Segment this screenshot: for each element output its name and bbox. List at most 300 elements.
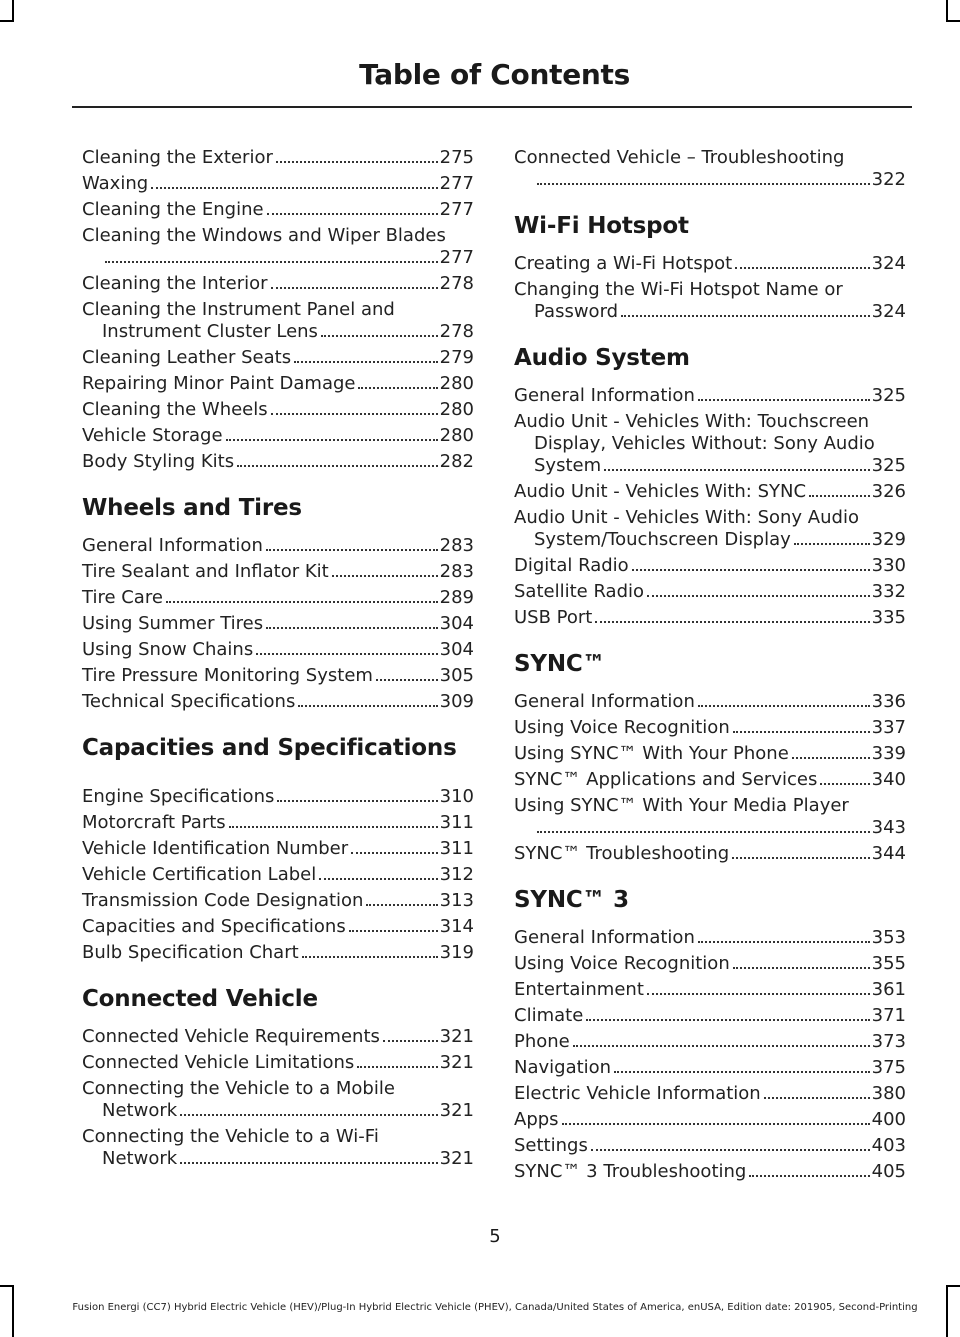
toc-entry[interactable] bbox=[514, 147, 906, 191]
toc-entry-title: SYNC™ 3 Troubleshooting bbox=[514, 1161, 747, 1182]
toc-entry-title: Bulb Specification Chart bbox=[82, 942, 299, 963]
toc-entry-line bbox=[514, 927, 906, 949]
toc-entry-line bbox=[514, 581, 906, 603]
toc-entry-last-line bbox=[82, 1100, 474, 1122]
toc-entry[interactable] bbox=[514, 385, 906, 407]
toc-entry-page: 277 bbox=[439, 247, 474, 268]
toc-entry[interactable] bbox=[82, 1126, 474, 1170]
dot-leader bbox=[562, 1123, 870, 1125]
toc-entry-line bbox=[514, 481, 906, 503]
toc-entry[interactable] bbox=[514, 843, 906, 865]
toc-entry-page: 321 bbox=[439, 1100, 474, 1121]
toc-entry-title: Using SYNC™ With Your Media Player bbox=[514, 795, 849, 816]
toc-entry[interactable] bbox=[514, 581, 906, 603]
toc-entry[interactable] bbox=[514, 927, 906, 949]
dot-leader bbox=[358, 387, 437, 389]
toc-entry-page: 278 bbox=[439, 273, 474, 294]
toc-entry-title: Creating a Wi-Fi Hotspot bbox=[514, 253, 733, 274]
dot-leader bbox=[229, 826, 438, 828]
toc-entry-line bbox=[514, 743, 906, 765]
toc-entry-title: Using Voice Recognition bbox=[514, 717, 730, 738]
toc-entry[interactable] bbox=[82, 225, 474, 269]
dot-leader bbox=[277, 800, 437, 802]
toc-entry-last-line bbox=[514, 301, 906, 323]
toc-entry[interactable] bbox=[82, 147, 474, 169]
toc-entry-title: Vehicle Identification Number bbox=[82, 838, 349, 859]
dot-leader bbox=[256, 653, 437, 655]
dot-leader bbox=[266, 627, 438, 629]
dot-leader bbox=[151, 187, 437, 189]
toc-entry-last-line bbox=[82, 247, 474, 269]
toc-entry-title: General Information bbox=[514, 927, 695, 948]
toc-entry[interactable] bbox=[82, 347, 474, 369]
toc-entry-line bbox=[514, 717, 906, 739]
toc-entry-title: Connected Vehicle – Troubleshooting bbox=[514, 147, 845, 168]
dot-leader bbox=[647, 595, 870, 597]
toc-entry-line bbox=[514, 953, 906, 975]
toc-entry-line bbox=[82, 639, 474, 661]
toc-entry[interactable] bbox=[82, 812, 474, 834]
toc-entry-line bbox=[514, 1161, 906, 1183]
toc-entry-title: Motorcraft Parts bbox=[82, 812, 226, 833]
toc-entry-title: General Information bbox=[514, 691, 695, 712]
toc-entry-line bbox=[82, 535, 474, 557]
toc-entry-page: 309 bbox=[439, 691, 474, 712]
toc-entry[interactable] bbox=[514, 769, 906, 791]
toc-entry-page: 343 bbox=[871, 817, 906, 838]
toc-entry-title: Vehicle Certification Label bbox=[82, 864, 317, 885]
toc-entry-title: Tire Sealant and Inflator Kit bbox=[82, 561, 329, 582]
toc-entry-title-continued: Network bbox=[102, 1148, 178, 1169]
dot-leader bbox=[809, 495, 870, 497]
toc-entry-page: 361 bbox=[871, 979, 906, 1000]
toc-entry-line bbox=[82, 147, 474, 169]
toc-entry-title: Connecting the Vehicle to a Wi-Fi bbox=[82, 1126, 379, 1147]
dot-leader bbox=[733, 967, 870, 969]
toc-entry-line bbox=[514, 1031, 906, 1053]
toc-entry-line bbox=[82, 199, 474, 221]
toc-entry-title-continued: Instrument Cluster Lens bbox=[102, 321, 318, 342]
toc-entry[interactable] bbox=[82, 561, 474, 583]
toc-entry-title: Technical Specifications bbox=[82, 691, 296, 712]
toc-entry-page: 321 bbox=[439, 1052, 474, 1073]
section-heading: Capacities and Specifications bbox=[82, 735, 457, 761]
toc-entry-line bbox=[82, 786, 474, 808]
toc-entry[interactable] bbox=[514, 607, 906, 629]
toc-entry-line bbox=[82, 561, 474, 583]
toc-entry[interactable] bbox=[82, 1026, 474, 1048]
toc-entry-page: 310 bbox=[439, 786, 474, 807]
toc-entry-page: 332 bbox=[871, 581, 906, 602]
dot-leader bbox=[698, 941, 870, 943]
section-heading: Wheels and Tires bbox=[82, 495, 302, 521]
toc-entry-page: 321 bbox=[439, 1148, 474, 1169]
page-number: 5 bbox=[489, 1226, 501, 1247]
toc-entry[interactable] bbox=[82, 1052, 474, 1074]
toc-entry-page: 344 bbox=[871, 843, 906, 864]
header-rule bbox=[72, 106, 912, 108]
dot-leader bbox=[266, 549, 438, 551]
toc-entry-title: Tire Care bbox=[82, 587, 163, 608]
dot-leader bbox=[332, 575, 438, 577]
toc-entry-line bbox=[82, 347, 474, 369]
toc-entry[interactable] bbox=[82, 399, 474, 421]
toc-entry[interactable] bbox=[514, 411, 906, 477]
toc-entry-page: 324 bbox=[871, 253, 906, 274]
toc-entry-page: 336 bbox=[871, 691, 906, 712]
toc-entry-page: 324 bbox=[871, 301, 906, 322]
toc-entry-line bbox=[514, 385, 906, 407]
toc-entry-page: 282 bbox=[439, 451, 474, 472]
dot-leader bbox=[595, 621, 869, 623]
dot-leader bbox=[586, 1019, 869, 1021]
toc-entry-title: Audio Unit - Vehicles With: Touchscreen bbox=[514, 411, 870, 432]
dot-leader bbox=[376, 679, 438, 681]
dot-leader bbox=[226, 439, 438, 441]
footer-edition-info: Fusion Energi (CC7) Hybrid Electric Vehicle (HEV)/Plug-In Hybrid Electric Vehicle (PHEV), Canada/United States of America, enUSA, Edition date: 201905, Second-Printing bbox=[72, 1302, 918, 1313]
toc-entry-title: Cleaning the Windows and Wiper Blades bbox=[82, 225, 446, 246]
toc-entry[interactable] bbox=[514, 1161, 906, 1183]
toc-entry[interactable] bbox=[514, 1083, 906, 1105]
toc-entry[interactable] bbox=[514, 743, 906, 765]
toc-entry-title: Vehicle Storage bbox=[82, 425, 223, 446]
toc-entry-line bbox=[514, 555, 906, 577]
toc-entry-line bbox=[82, 451, 474, 473]
toc-entry-line bbox=[82, 273, 474, 295]
dot-leader bbox=[319, 878, 437, 880]
toc-entry[interactable] bbox=[82, 425, 474, 447]
toc-entry-page: 335 bbox=[871, 607, 906, 628]
dot-leader bbox=[573, 1045, 870, 1047]
toc-entry-title: Digital Radio bbox=[514, 555, 629, 576]
toc-entry-last-line bbox=[514, 455, 906, 477]
dot-leader bbox=[105, 261, 438, 263]
toc-entry-title: Tire Pressure Monitoring System bbox=[82, 665, 373, 686]
toc-entry[interactable] bbox=[82, 890, 474, 912]
toc-entry-title: Repairing Minor Paint Damage bbox=[82, 373, 356, 394]
dot-leader bbox=[302, 956, 438, 958]
dot-leader bbox=[237, 465, 438, 467]
toc-entry[interactable] bbox=[82, 665, 474, 687]
toc-entry-title: Cleaning the Interior bbox=[82, 273, 268, 294]
toc-entry-title: SYNC™ Applications and Services bbox=[514, 769, 818, 790]
toc-entry-page: 304 bbox=[439, 613, 474, 634]
toc-entry-line bbox=[82, 838, 474, 860]
toc-entry-page: 313 bbox=[439, 890, 474, 911]
toc-entry[interactable] bbox=[514, 691, 906, 713]
dot-leader bbox=[351, 852, 437, 854]
dot-leader bbox=[647, 993, 870, 995]
toc-entry-line bbox=[82, 613, 474, 635]
dot-leader bbox=[180, 1114, 437, 1116]
toc-entry-last-line bbox=[514, 529, 906, 551]
toc-entry-title: Electric Vehicle Information bbox=[514, 1083, 761, 1104]
toc-entry-title: Using Voice Recognition bbox=[514, 953, 730, 974]
toc-entry-page: 375 bbox=[871, 1057, 906, 1078]
toc-entry[interactable] bbox=[82, 613, 474, 635]
toc-entry[interactable] bbox=[82, 786, 474, 808]
dot-leader bbox=[820, 783, 869, 785]
crop-mark-top-left-h bbox=[0, 20, 14, 22]
toc-entry-title: Capacities and Specifications bbox=[82, 916, 346, 937]
dot-leader bbox=[735, 267, 869, 269]
dot-leader bbox=[604, 469, 870, 471]
crop-mark-top-right-v bbox=[946, 0, 948, 20]
toc-entry-title-continued: Display, Vehicles Without: Sony Audio bbox=[534, 433, 875, 454]
toc-entry-title: Navigation bbox=[514, 1057, 612, 1078]
toc-entry-line bbox=[514, 843, 906, 865]
toc-entry[interactable] bbox=[82, 1078, 474, 1122]
toc-entry-page: 319 bbox=[439, 942, 474, 963]
toc-entry-line bbox=[82, 1026, 474, 1048]
toc-entry[interactable] bbox=[514, 953, 906, 975]
dot-leader bbox=[733, 731, 870, 733]
dot-leader bbox=[794, 543, 870, 545]
toc-entry-page: 322 bbox=[871, 169, 906, 190]
dot-leader bbox=[632, 569, 870, 571]
toc-entry[interactable] bbox=[82, 864, 474, 886]
toc-entry-line bbox=[82, 173, 474, 195]
toc-entry-line bbox=[82, 665, 474, 687]
toc-entry-page: 325 bbox=[871, 455, 906, 476]
toc-entry-page: 278 bbox=[439, 321, 474, 342]
toc-entry[interactable] bbox=[514, 279, 906, 323]
toc-entry-page: 403 bbox=[871, 1135, 906, 1156]
toc-entry[interactable] bbox=[82, 273, 474, 295]
toc-entry-title: Cleaning the Instrument Panel and bbox=[82, 299, 395, 320]
toc-entry-page: 304 bbox=[439, 639, 474, 660]
toc-entry-page: 279 bbox=[439, 347, 474, 368]
toc-entry-title: Climate bbox=[514, 1005, 584, 1026]
toc-entry-line bbox=[514, 607, 906, 629]
toc-entry-line bbox=[514, 1135, 906, 1157]
toc-entry-page: 371 bbox=[871, 1005, 906, 1026]
dot-leader bbox=[271, 287, 438, 289]
toc-entry[interactable] bbox=[514, 717, 906, 739]
toc-entry-page: 280 bbox=[439, 399, 474, 420]
toc-entry[interactable] bbox=[82, 639, 474, 661]
toc-entry[interactable] bbox=[82, 535, 474, 557]
dot-leader bbox=[792, 757, 870, 759]
toc-entry-last-line bbox=[514, 817, 906, 839]
toc-entry-title: Satellite Radio bbox=[514, 581, 645, 602]
toc-entry-page: 275 bbox=[439, 147, 474, 168]
toc-left-column bbox=[82, 147, 474, 1174]
toc-entry-title: Transmission Code Designation bbox=[82, 890, 364, 911]
toc-entry-title: Using Summer Tires bbox=[82, 613, 264, 634]
toc-entry[interactable] bbox=[514, 1135, 906, 1157]
section-heading: Audio System bbox=[514, 345, 690, 371]
page-title: Table of Contents bbox=[359, 58, 630, 91]
toc-entry-line bbox=[82, 373, 474, 395]
toc-entry-title: Waxing bbox=[82, 173, 149, 194]
toc-entry-title: Changing the Wi-Fi Hotspot Name or bbox=[514, 279, 843, 300]
section-heading: SYNC™ 3 bbox=[514, 887, 629, 913]
toc-entry-title: Audio Unit - Vehicles With: SYNC bbox=[514, 481, 807, 502]
toc-entry-line bbox=[514, 253, 906, 275]
toc-entry[interactable] bbox=[514, 1109, 906, 1131]
toc-entry-page: 280 bbox=[439, 425, 474, 446]
dot-leader bbox=[366, 904, 437, 906]
toc-entry-title-continued: Network bbox=[102, 1100, 178, 1121]
toc-entry-page: 325 bbox=[871, 385, 906, 406]
toc-entry-page: 400 bbox=[871, 1109, 906, 1130]
crop-mark-bottom-right-h bbox=[946, 1285, 960, 1287]
toc-entry-title: Audio Unit - Vehicles With: Sony Audio bbox=[514, 507, 859, 528]
toc-entry-title: Cleaning the Engine bbox=[82, 199, 264, 220]
toc-entry-title: Cleaning the Exterior bbox=[82, 147, 273, 168]
toc-entry-title: Apps bbox=[514, 1109, 559, 1130]
toc-entry-title: Using Snow Chains bbox=[82, 639, 254, 660]
toc-entry[interactable] bbox=[82, 173, 474, 195]
section-heading: SYNC™ bbox=[514, 651, 606, 677]
toc-entry-last-line bbox=[82, 1148, 474, 1170]
toc-entry-page: 289 bbox=[439, 587, 474, 608]
dot-leader bbox=[267, 213, 438, 215]
dot-leader bbox=[321, 335, 438, 337]
toc-entry-line bbox=[82, 864, 474, 886]
toc-entry[interactable] bbox=[82, 942, 474, 964]
dot-leader bbox=[298, 705, 437, 707]
crop-mark-bottom-left-h bbox=[0, 1285, 14, 1287]
dot-leader bbox=[271, 413, 438, 415]
dot-leader bbox=[698, 705, 870, 707]
toc-entry[interactable] bbox=[514, 555, 906, 577]
toc-entry-line bbox=[82, 890, 474, 912]
toc-entry-title: SYNC™ Troubleshooting bbox=[514, 843, 730, 864]
toc-entry-title: Settings bbox=[514, 1135, 588, 1156]
dot-leader bbox=[180, 1162, 437, 1164]
toc-entry-last-line bbox=[514, 169, 906, 191]
toc-entry[interactable] bbox=[82, 587, 474, 609]
toc-entry-title: Cleaning the Wheels bbox=[82, 399, 268, 420]
toc-entry-page: 329 bbox=[871, 529, 906, 550]
dot-leader bbox=[764, 1097, 870, 1099]
toc-entry-title: Connected Vehicle Limitations bbox=[82, 1052, 355, 1073]
toc-entry-title: USB Port bbox=[514, 607, 593, 628]
toc-entry[interactable] bbox=[82, 373, 474, 395]
section-heading: Wi-Fi Hotspot bbox=[514, 213, 689, 239]
toc-entry-line bbox=[514, 769, 906, 791]
toc-entry[interactable] bbox=[514, 481, 906, 503]
toc-entry-page: 355 bbox=[871, 953, 906, 974]
toc-entry-title: Connecting the Vehicle to a Mobile bbox=[82, 1078, 395, 1099]
toc-entry-line bbox=[514, 1005, 906, 1027]
dot-leader bbox=[537, 183, 870, 185]
toc-entry[interactable] bbox=[514, 979, 906, 1001]
dot-leader bbox=[732, 857, 869, 859]
toc-entry-last-line bbox=[82, 321, 474, 343]
toc-entry-title: Body Styling Kits bbox=[82, 451, 235, 472]
toc-entry[interactable] bbox=[82, 691, 474, 713]
toc-entry-page: 373 bbox=[871, 1031, 906, 1052]
toc-entry-line bbox=[82, 691, 474, 713]
toc-entry-page: 311 bbox=[439, 812, 474, 833]
toc-entry[interactable] bbox=[82, 916, 474, 938]
toc-entry[interactable] bbox=[82, 299, 474, 343]
dot-leader bbox=[276, 161, 438, 163]
toc-entry-title-continued: System bbox=[534, 455, 602, 476]
dot-leader bbox=[349, 930, 438, 932]
toc-entry[interactable] bbox=[514, 253, 906, 275]
toc-entry-page: 283 bbox=[439, 535, 474, 556]
toc-entry[interactable] bbox=[82, 199, 474, 221]
toc-entry-page: 311 bbox=[439, 838, 474, 859]
toc-entry-line bbox=[82, 1052, 474, 1074]
toc-entry-page: 283 bbox=[439, 561, 474, 582]
toc-entry-page: 321 bbox=[439, 1026, 474, 1047]
dot-leader bbox=[294, 361, 438, 363]
toc-entry-page: 277 bbox=[439, 199, 474, 220]
toc-entry[interactable] bbox=[82, 838, 474, 860]
toc-entry-line bbox=[514, 1109, 906, 1131]
toc-entry[interactable] bbox=[514, 795, 906, 839]
dot-leader bbox=[383, 1040, 438, 1042]
toc-entry-title: General Information bbox=[514, 385, 695, 406]
toc-entry-line bbox=[82, 587, 474, 609]
toc-entry-title-continued: System/Touchscreen Display bbox=[534, 529, 791, 550]
crop-mark-top-right-h bbox=[946, 20, 960, 22]
dot-leader bbox=[749, 1175, 869, 1177]
toc-entry-line bbox=[514, 1083, 906, 1105]
toc-entry[interactable] bbox=[514, 507, 906, 551]
toc-entry-title: Phone bbox=[514, 1031, 570, 1052]
toc-entry-line bbox=[82, 399, 474, 421]
dot-leader bbox=[614, 1071, 870, 1073]
dot-leader bbox=[621, 315, 870, 317]
toc-entry-page: 380 bbox=[871, 1083, 906, 1104]
dot-leader bbox=[357, 1066, 437, 1068]
toc-entry-page: 330 bbox=[871, 555, 906, 576]
toc-entry-line bbox=[514, 979, 906, 1001]
toc-entry-title: Connected Vehicle Requirements bbox=[82, 1026, 380, 1047]
toc-entry[interactable] bbox=[514, 1031, 906, 1053]
crop-mark-top-left-v bbox=[12, 0, 14, 20]
toc-entry-line bbox=[82, 942, 474, 964]
toc-entry-page: 314 bbox=[439, 916, 474, 937]
toc-entry-page: 405 bbox=[871, 1161, 906, 1182]
toc-entry-page: 337 bbox=[871, 717, 906, 738]
toc-entry-title: Entertainment bbox=[514, 979, 644, 1000]
toc-entry-title: Cleaning Leather Seats bbox=[82, 347, 292, 368]
toc-entry-page: 277 bbox=[439, 173, 474, 194]
toc-entry-title: Using SYNC™ With Your Phone bbox=[514, 743, 789, 764]
toc-entry-page: 326 bbox=[871, 481, 906, 502]
toc-entry[interactable] bbox=[82, 451, 474, 473]
dot-leader bbox=[698, 399, 870, 401]
dot-leader bbox=[166, 601, 438, 603]
toc-entry-page: 312 bbox=[439, 864, 474, 885]
toc-entry-line bbox=[514, 691, 906, 713]
toc-entry-page: 305 bbox=[439, 665, 474, 686]
section-heading: Connected Vehicle bbox=[82, 986, 318, 1012]
toc-entry[interactable] bbox=[514, 1005, 906, 1027]
toc-entry-line bbox=[82, 812, 474, 834]
toc-entry-title-continued: Password bbox=[534, 301, 619, 322]
toc-entry[interactable] bbox=[514, 1057, 906, 1079]
toc-entry-title: General Information bbox=[82, 535, 263, 556]
toc-entry-line bbox=[514, 1057, 906, 1079]
toc-right-column bbox=[514, 147, 906, 1187]
dot-leader bbox=[537, 831, 870, 833]
toc-entry-page: 353 bbox=[871, 927, 906, 948]
toc-entry-title: Engine Specifications bbox=[82, 786, 275, 807]
dot-leader bbox=[591, 1149, 870, 1151]
toc-entry-page: 339 bbox=[871, 743, 906, 764]
toc-entry-page: 280 bbox=[439, 373, 474, 394]
toc-entry-page: 340 bbox=[871, 769, 906, 790]
toc-entry-line bbox=[82, 425, 474, 447]
